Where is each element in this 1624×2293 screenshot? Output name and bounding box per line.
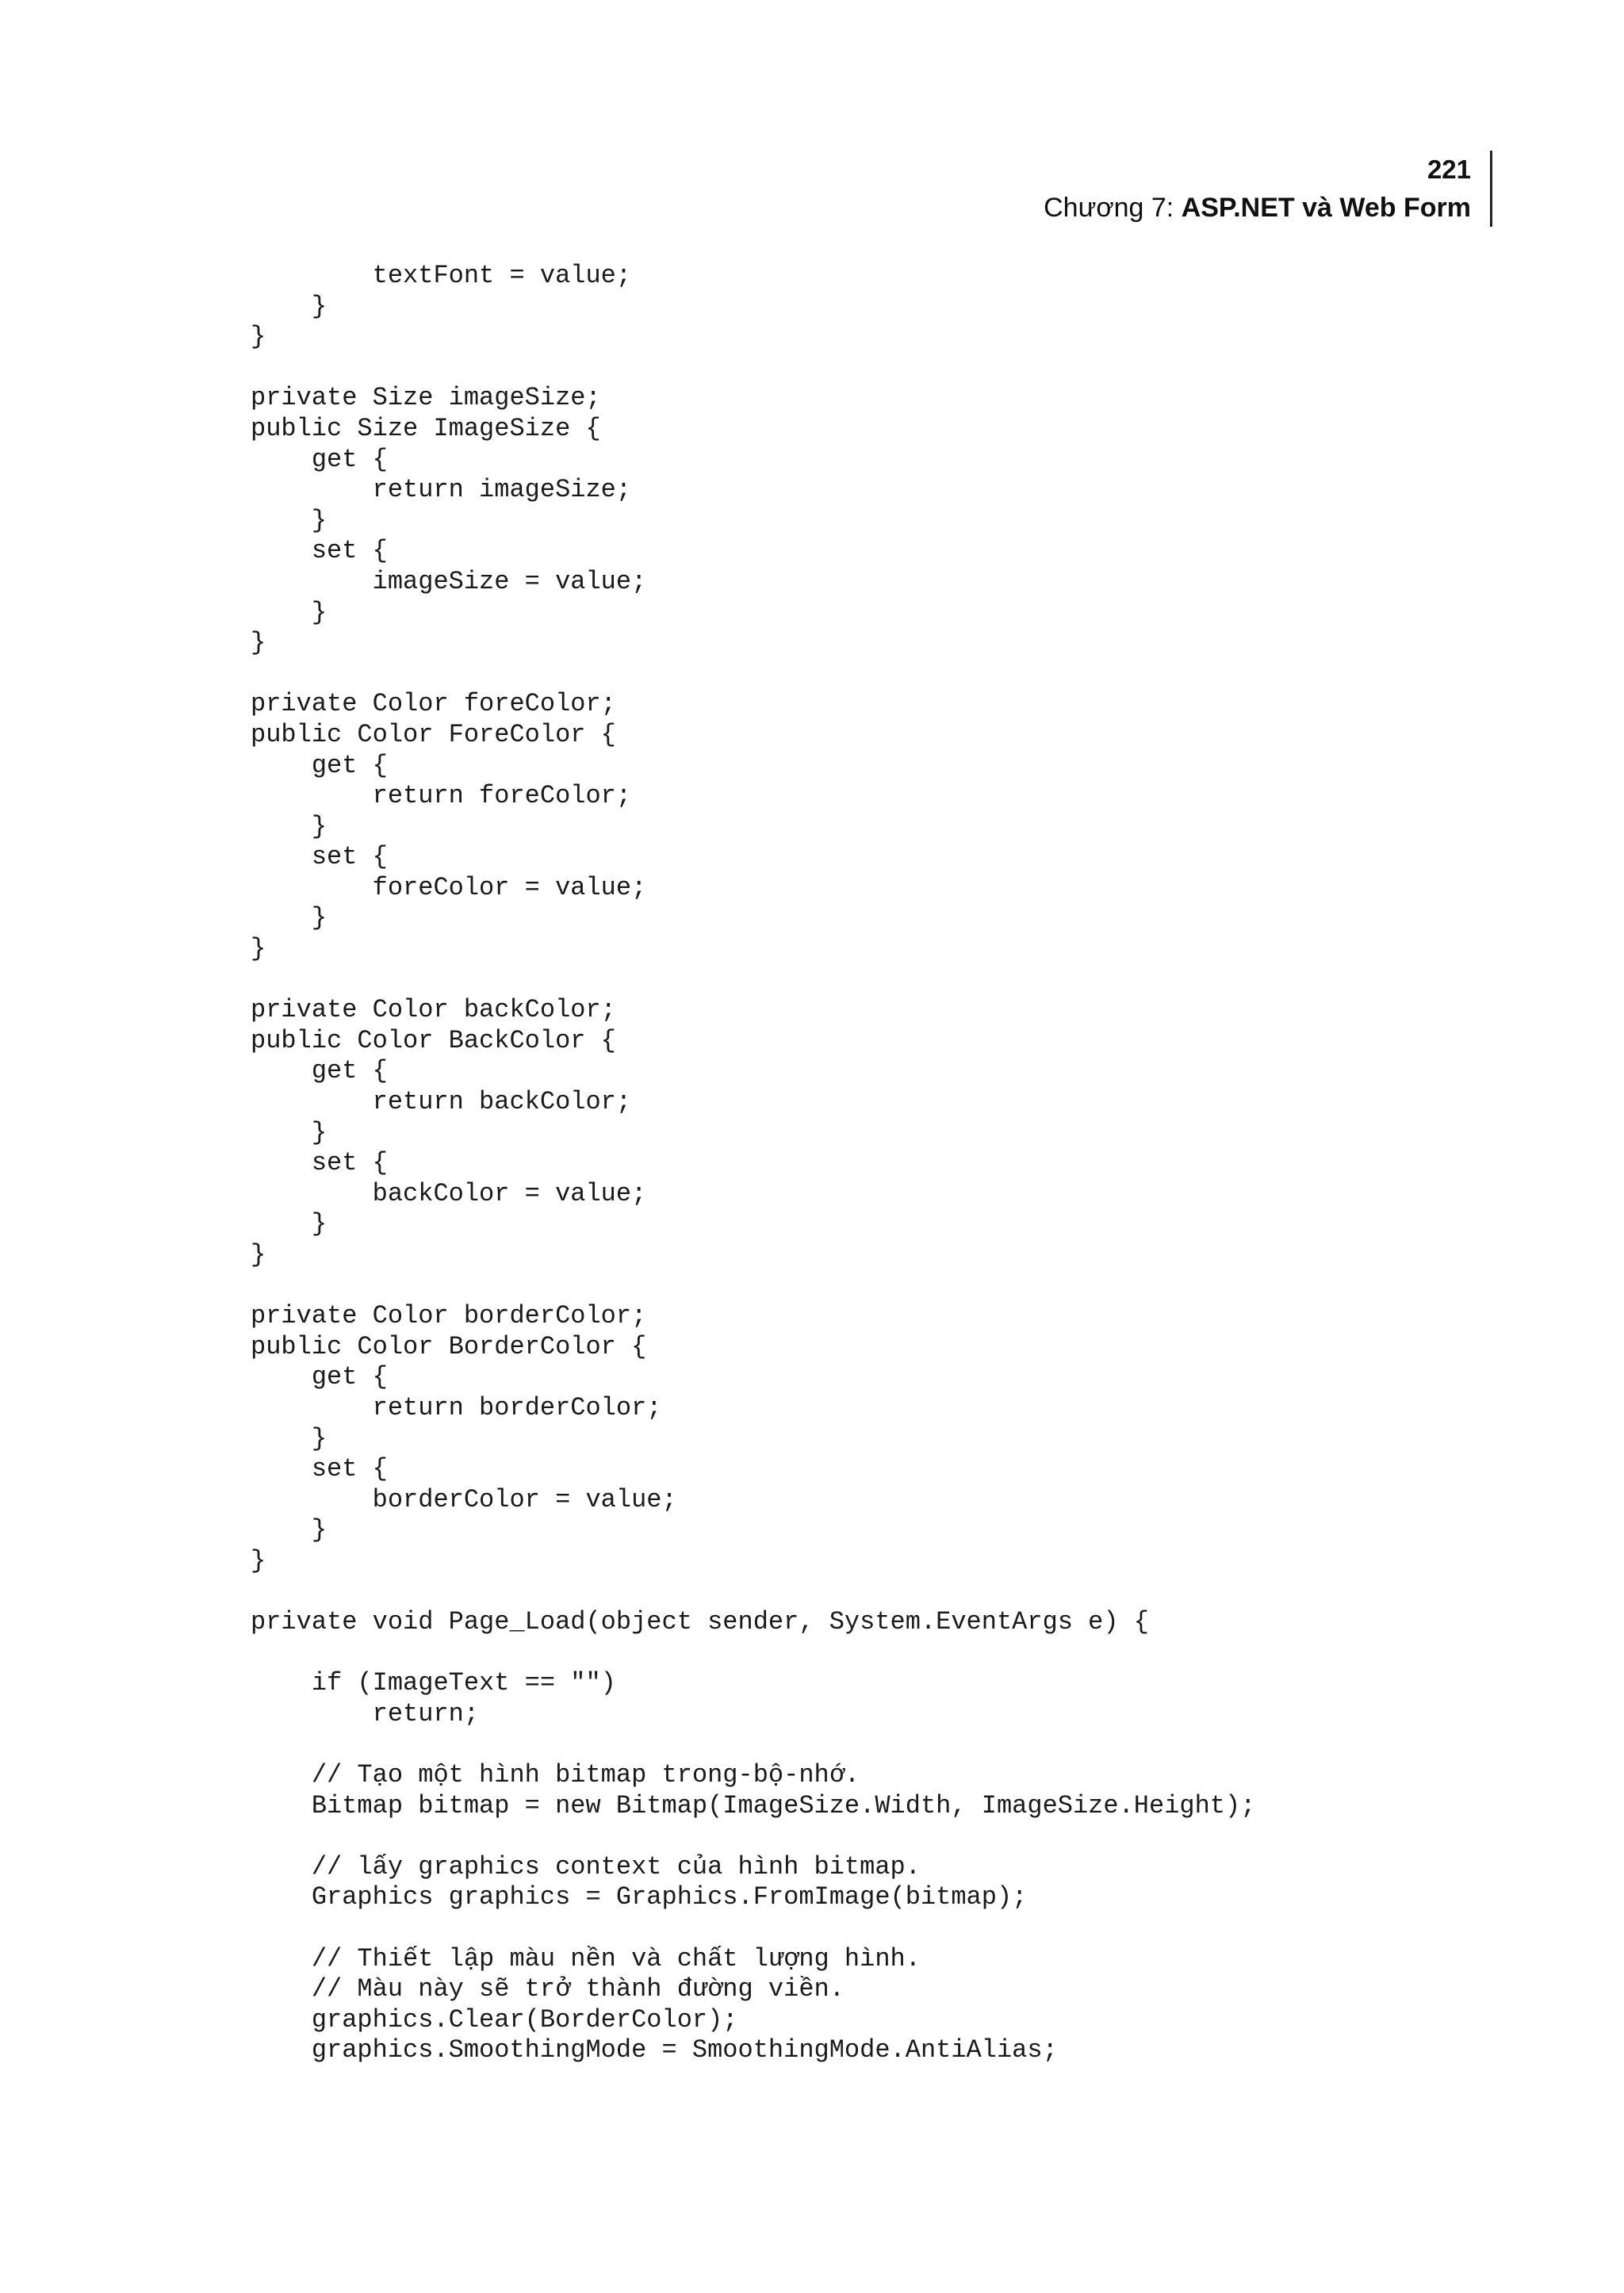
code-line: } xyxy=(251,1209,327,1239)
code-line: } xyxy=(251,903,327,933)
code-line: // lấy graphics context của hình bitmap. xyxy=(251,1851,921,1881)
code-line: private Color foreColor; xyxy=(251,689,616,719)
code-line: } xyxy=(251,505,327,535)
code-line: get { xyxy=(251,1362,388,1392)
code-line: Bitmap bitmap = new Bitmap(ImageSize.Width, ImageSize.Height); xyxy=(251,1790,1256,1820)
code-line: return borderColor; xyxy=(251,1392,662,1422)
code-line: return foreColor; xyxy=(251,781,632,811)
chapter-title: ASP.NET và Web Form xyxy=(1181,193,1471,223)
page-number: 221 xyxy=(1427,155,1471,184)
code-line: backColor = value; xyxy=(251,1178,647,1208)
code-line xyxy=(251,1730,1255,1761)
code-line: } xyxy=(251,811,327,841)
code-line: } xyxy=(251,1515,327,1545)
code-line: private void Page_Load(object sender, System.EventArgs e) { xyxy=(251,1607,1149,1637)
code-line: public Color BorderColor { xyxy=(251,1331,647,1361)
code-listing xyxy=(251,261,1255,2066)
code-line: public Size ImageSize { xyxy=(251,413,601,443)
code-line xyxy=(251,353,1255,384)
code-line: public Color BackColor { xyxy=(251,1025,616,1055)
page-header xyxy=(1044,151,1492,227)
code-line: get { xyxy=(251,1056,388,1086)
code-line xyxy=(251,1638,1255,1669)
code-line: private Size imageSize; xyxy=(251,383,601,413)
code-line: foreColor = value; xyxy=(251,872,647,902)
code-line: } xyxy=(251,291,327,321)
code-line: set { xyxy=(251,842,388,872)
code-line: } xyxy=(251,597,327,627)
code-line xyxy=(251,1913,1255,1944)
code-line xyxy=(251,1271,1255,1302)
code-line: } xyxy=(251,1423,327,1453)
code-line: if (ImageText == "") xyxy=(251,1668,616,1698)
code-line xyxy=(251,965,1255,996)
code-line: } xyxy=(251,934,266,964)
code-line: return imageSize; xyxy=(251,475,632,505)
code-line: } xyxy=(251,1240,266,1269)
code-line: } xyxy=(251,322,266,352)
code-line: Graphics graphics = Graphics.FromImage(bitmap); xyxy=(251,1882,1028,1912)
code-line: // Màu này sẽ trở thành đường viền. xyxy=(251,1974,845,2004)
code-line: borderColor = value; xyxy=(251,1484,677,1514)
code-line: set { xyxy=(251,536,388,566)
code-line: } xyxy=(251,1117,327,1147)
code-line: private Color backColor; xyxy=(251,995,616,1025)
code-line: } xyxy=(251,628,266,658)
code-line: } xyxy=(251,1545,266,1575)
code-line: textFont = value; xyxy=(251,261,632,290)
code-line: public Color ForeColor { xyxy=(251,719,616,749)
chapter-prefix: Chương 7: xyxy=(1044,193,1182,223)
chapter-heading xyxy=(1044,189,1471,227)
code-line: // Thiết lập màu nền và chất lượng hình. xyxy=(251,1943,921,1973)
code-line xyxy=(251,1577,1255,1608)
code-line: graphics.SmoothingMode = SmoothingMode.AntiAlias; xyxy=(251,2035,1058,2065)
code-line: get { xyxy=(251,444,388,474)
code-line: private Color borderColor; xyxy=(251,1301,647,1331)
code-line: return backColor; xyxy=(251,1087,632,1117)
code-line: set { xyxy=(251,1148,388,1178)
code-line: imageSize = value; xyxy=(251,566,647,596)
code-line xyxy=(251,1821,1255,1852)
code-line: // Tạo một hình bitmap trong-bộ-nhớ. xyxy=(251,1760,860,1790)
code-line: set { xyxy=(251,1454,388,1484)
code-line: return; xyxy=(251,1698,480,1728)
code-line: graphics.Clear(BorderColor); xyxy=(251,2004,738,2035)
code-line xyxy=(251,659,1255,690)
code-line: get { xyxy=(251,750,388,780)
